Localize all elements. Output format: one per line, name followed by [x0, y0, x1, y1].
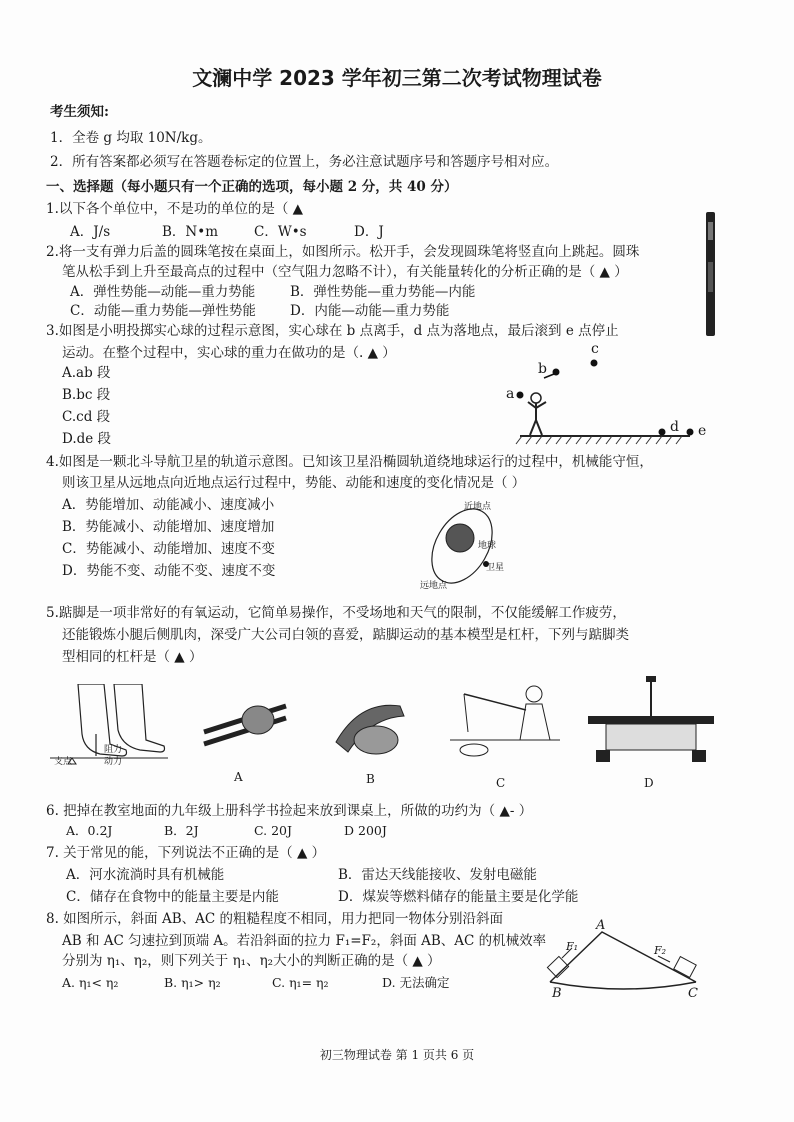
q3-point-d: d	[670, 419, 679, 435]
q2-option-a: A．弹性势能—动能—重力势能	[70, 284, 256, 300]
q1-option-b: B．N•m	[162, 224, 218, 240]
q1-option-d: D．J	[354, 224, 384, 240]
incline-label-f1: F₁	[566, 940, 579, 953]
q4-stem-line2: 则该卫星从远地点向近地点运行过程中，势能、动能和速度的变化情况是（ ）	[62, 475, 526, 491]
q6-option-d: D 200J	[344, 823, 387, 838]
q7-stem: 7. 关于常见的能，下列说法不正确的是（ ▲ ）	[46, 845, 326, 861]
foot-label-fulcrum: 支点	[54, 757, 73, 767]
q2-option-c: C．动能—重力势能—弹性势能	[70, 303, 256, 319]
q2-option-d: D．内能—动能—重力势能	[290, 303, 450, 319]
q3-point-b: b	[538, 361, 547, 377]
q7-option-b: B．雷达天线能接收、发射电磁能	[338, 867, 537, 883]
nutcracker-figure	[330, 690, 410, 760]
q8-option-d: D. 无法确定	[382, 975, 450, 990]
q3-stem-line1: 3.如图是小明投掷实心球的过程示意图，实心球在 b 点离手，d 点为落地点，最后滚到 e 点停止	[46, 323, 619, 339]
q8-option-a: A. η₁< η₂	[62, 975, 119, 990]
q2-stem-line2: 笔从松手到上升至最高点的过程中（空气阻力忽略不计），有关能量转化的分析正确的是（ ▲ ）	[62, 264, 628, 280]
q3-option-d: D.de 段	[62, 431, 112, 447]
q8-stem-line3: 分别为 η₁、η₂，则下列关于 η₁、η₂大小的判断正确的是（ ▲ ）	[62, 953, 441, 969]
q5-figure-b-label: B	[366, 772, 375, 786]
foot-label-effort: 动力	[104, 757, 123, 767]
incline-label-f2: F₂	[654, 944, 667, 957]
q1-option-c: C．W•s	[254, 224, 307, 240]
notice-item-1: 1．全卷 g 均取 10N/kg。	[50, 130, 212, 146]
q6-option-b: B．2J	[164, 823, 199, 838]
q5-stem-line3: 型相同的杠杆是（ ▲ ）	[62, 649, 203, 665]
q6-option-c: C. 20J	[254, 823, 292, 838]
q5-figure-d-label: D	[644, 776, 654, 790]
q4-option-c: C．势能减小、动能增加、速度不变	[62, 541, 275, 557]
orbit-label-perigee: 近地点	[464, 502, 492, 512]
q8-stem-line1: 8. 如图所示，斜面 AB、AC 的粗糙程度不相同，用力把同一物体分别沿斜面	[46, 911, 504, 927]
section-heading: 一、选择题（每小题只有一个正确的选项，每小题 2 分，共 40 分）	[46, 179, 458, 195]
q7-option-c: C．储存在食物中的能量主要是内能	[66, 889, 279, 905]
q5-figure-c-label: C	[496, 776, 506, 790]
page-title: 文澜中学 2023 学年初三第二次考试物理试卷	[192, 66, 602, 90]
q8-stem-line2: AB 和 AC 匀速拉到顶端 A。若沿斜面的拉力 F₁=F₂，斜面 AB、AC 的机械效率	[62, 933, 547, 949]
q4-stem-line1: 4.如图是一颗北斗导航卫星的轨道示意图。已知该卫星沿椭圆轨道绕地球运行的过程中，机械能守恒，	[46, 454, 653, 470]
q1-option-a: A．J/s	[70, 224, 111, 240]
q8-option-b: B. η₁> η₂	[164, 975, 221, 990]
incline-label-c: C	[688, 986, 698, 1001]
orbit-label-earth: 地球	[478, 541, 497, 551]
q3-point-c: c	[591, 341, 599, 357]
notice-item-2: 2．所有答案都必须写在答题卷标定的位置上，务必注意试题序号和答题序号相对应。	[50, 154, 559, 170]
fishing-figure	[450, 680, 560, 764]
balance-figure	[586, 676, 716, 766]
q7-option-a: A．河水流淌时具有机械能	[66, 867, 225, 883]
q3-option-a: A.ab 段	[62, 365, 111, 381]
q4-option-b: B．势能减小、动能增加、速度增加	[62, 519, 275, 535]
incline-label-b: B	[552, 986, 562, 1001]
q5-stem-line2: 还能锻炼小腿后侧肌肉，深受广大公司白领的喜爱，踮脚运动的基本模型是杠杆，下列与踮脚类	[62, 627, 629, 643]
q3-point-a: a	[506, 386, 515, 402]
q3-option-c: C.cd 段	[62, 409, 111, 425]
notice-heading: 考生须知:	[50, 104, 109, 120]
q2-option-b: B．弹性势能—重力势能—内能	[290, 284, 476, 300]
q4-option-a: A．势能增加、动能减小、速度减小	[62, 497, 275, 513]
page-footer: 初三物理试卷 第 1 页共 6 页	[319, 1048, 475, 1062]
throw-figure	[500, 340, 720, 450]
q6-option-a: A．0.2J	[66, 823, 113, 838]
chopsticks-figure	[200, 692, 290, 756]
q4-option-d: D．势能不变、动能不变、速度不变	[62, 563, 276, 579]
q5-figure-a-label: A	[234, 770, 243, 784]
q5-stem-line1: 5.踮脚是一项非常好的有氧运动，它简单易操作，不受场地和天气的限制，不仅能缓解工作疲劳，	[46, 605, 626, 621]
q3-option-b: B.bc 段	[62, 387, 111, 403]
q6-stem: 6. 把掉在教室地面的九年级上册科学书捡起来放到课桌上，所做的功约为（ ▲- ）	[46, 803, 533, 819]
pen-figure	[700, 212, 722, 336]
orbit-label-satellite: 卫星	[486, 563, 505, 573]
q1-stem: 1.以下各个单位中，不是功的单位的是（ ▲	[46, 201, 304, 217]
q3-stem-line2: 运动。在整个过程中，实心球的重力在做功的是（. ▲ ）	[62, 345, 396, 361]
q3-point-e: e	[698, 423, 707, 439]
incline-label-a: A	[596, 918, 606, 933]
foot-label-resistance: 阻力	[104, 745, 123, 755]
q2-stem-line1: 2.将一支有弹力后盖的圆珠笔按在桌面上，如图所示。松开手，会发现圆珠笔将竖直向上跳起。圆珠	[46, 244, 640, 260]
orbit-label-apogee: 远地点	[420, 581, 448, 591]
q8-option-c: C. η₁= η₂	[272, 975, 329, 990]
q7-option-d: D．煤炭等燃料储存的能量主要是化学能	[338, 889, 579, 905]
